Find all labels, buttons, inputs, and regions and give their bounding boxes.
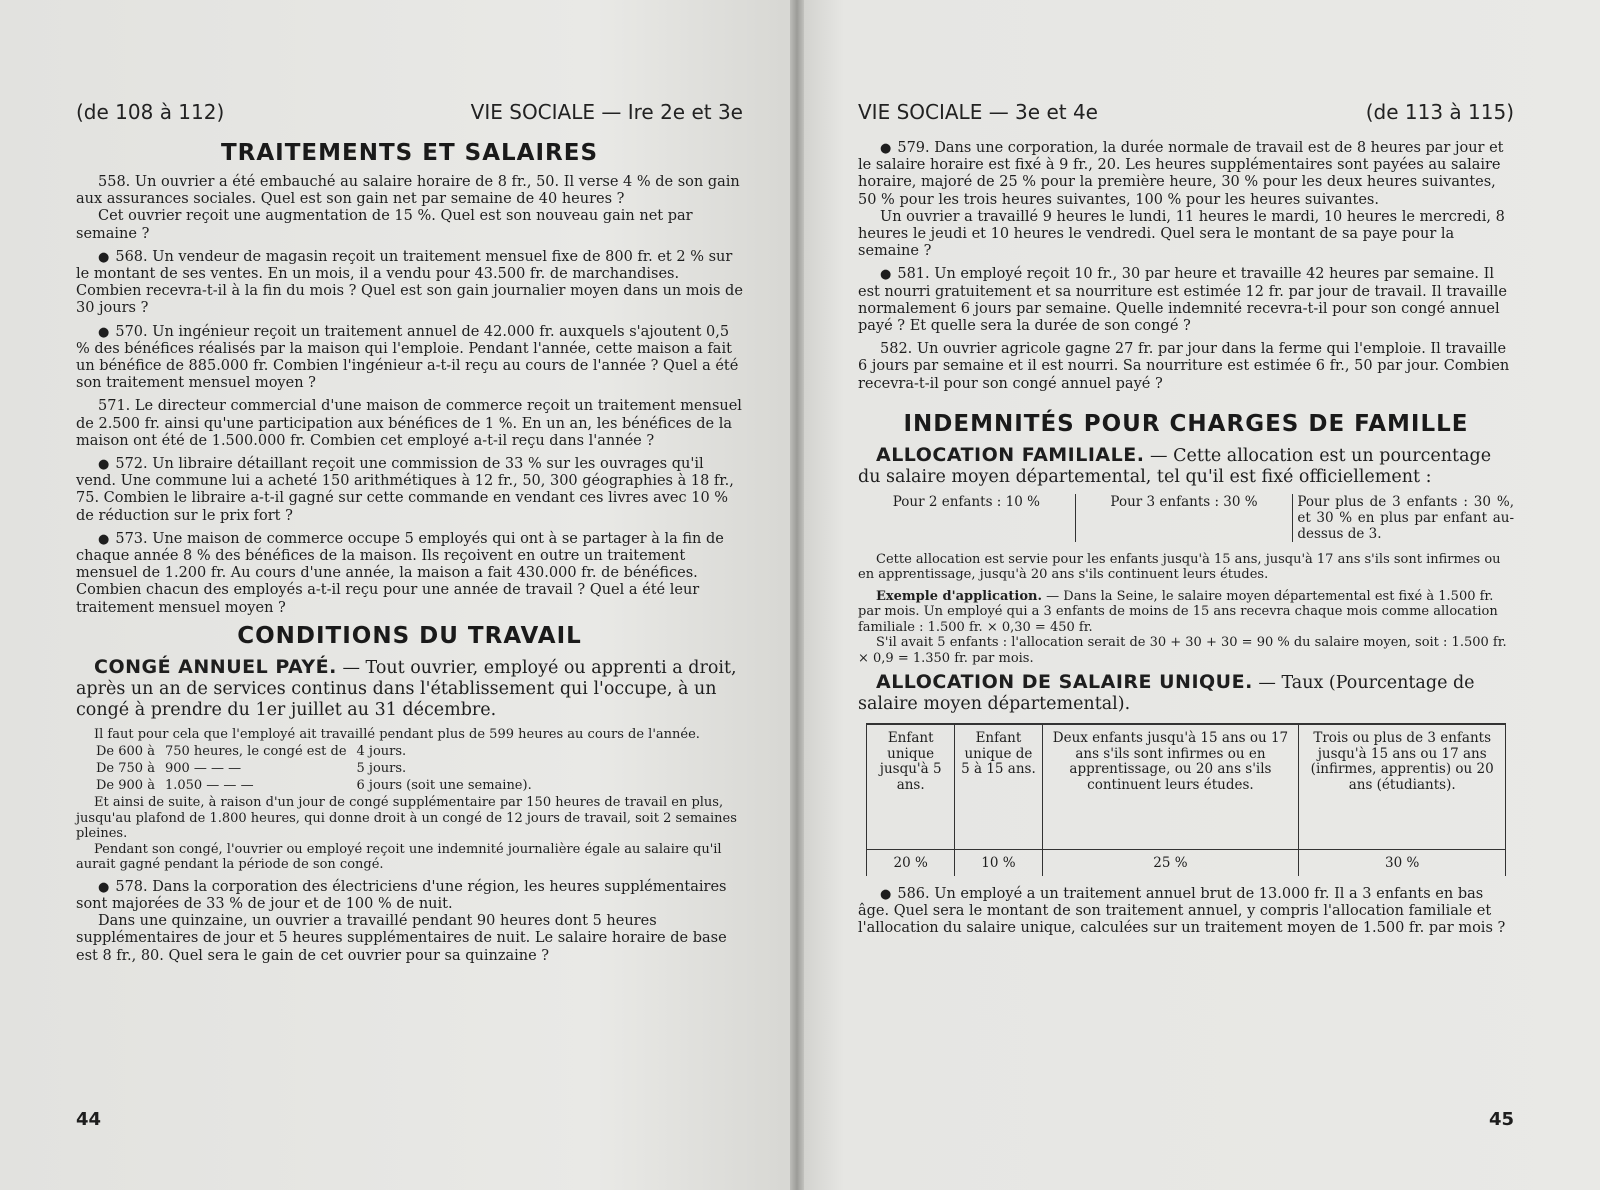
table-head-cell: Enfant unique de 5 à 15 ans. bbox=[955, 724, 1042, 850]
exercise-text: 558. Un ouvrier a été embauché au salaire horaire de 8 fr., 50. Il verse 4 % de son gain aux assurances sociales. Quel est son gain net par semaine de 40 heures ? bbox=[76, 174, 740, 208]
table-row bbox=[96, 761, 540, 776]
salaire-unique-text: — Taux (Pourcentage de salaire moyen départemental). bbox=[858, 673, 1475, 715]
exercise-579 bbox=[858, 140, 1514, 260]
left-page bbox=[0, 0, 796, 1190]
table-head-cell: Deux enfants jusqu'à 15 ans ou 17 ans s'ils sont infirmes ou en apprentissage, ou 20 ans s'ils continuent leurs études. bbox=[1042, 724, 1299, 850]
table-head-cell: Enfant unique jusqu'à 5 ans. bbox=[867, 724, 955, 850]
exercise-570 bbox=[76, 324, 743, 393]
cell: 900 — — — bbox=[164, 761, 242, 777]
cell: 5 jours. bbox=[356, 761, 407, 777]
table-value-cell: 25 % bbox=[1042, 850, 1299, 876]
table-row bbox=[867, 850, 1506, 876]
cell: 750 heures, le congé est de bbox=[164, 744, 347, 760]
exemple-label: Exemple d'application. bbox=[876, 588, 1042, 604]
page-number: 44 bbox=[76, 1109, 102, 1130]
small-text: Et ainsi de suite, à raison d'un jour de congé supplémentaire par 150 heures de travail en plus, jusqu'au plafond de 1.800 heures, qui donne droit à un congé de 12 jours de travail, soit 2 semaines pleines. bbox=[76, 795, 737, 842]
exercise-571 bbox=[76, 398, 743, 450]
small-text: Pendant son congé, l'ouvrier ou employé reçoit une indemnité journalière égale au salaire qu'il aurait gagné pendant la période de son congé. bbox=[76, 841, 722, 873]
exercise-578 bbox=[76, 879, 743, 965]
salaire-unique-paragraph bbox=[858, 672, 1514, 715]
exercise-text: 582. Un ouvrier agricole gagne 27 fr. par jour dans la ferme qui l'emploie. Il travaille 6 jours par semaine et il est nourri. Sa nourriture est estimée 6 fr., 50 par jour. Combien recevra-t-il pour son congé annuel payé ? bbox=[858, 341, 1510, 392]
table-head-cell: Trois ou plus de 3 enfants jusqu'à 15 ans ou 17 ans (infirmes, apprentis) ou 20 ans (étudiants). bbox=[1299, 724, 1506, 850]
allocation-rates bbox=[858, 494, 1514, 542]
exercise-558 bbox=[76, 174, 743, 243]
table-value-cell: 20 % bbox=[867, 850, 955, 876]
exercise-text: ● 573. Une maison de commerce occupe 5 employés qui ont à se partager à la fin de chaque année 8 % des bénéfices de la maison. Ils reçoivent en outre un traitement mensuel de 1.200 fr. Au cours d'une année, la maison a fait 430.000 fr. de bénéfices. Combien chacun des employés a-t-il reçu pour une année de travail ? Quel a été leur traitement mensuel moyen ? bbox=[76, 531, 743, 617]
exercise-text: ● 579. Dans une corporation, la durée normale de travail est de 8 heures par jour et le salaire horaire est fixé à 9 fr., 20. Les heures supplémentaires sont payées au salaire horaire, majoré de 25 % pour la première heure, 30 % pour les deux heures suivantes, 50 % pour les trois heures suivantes, 100 % pour les heures suivantes. bbox=[858, 140, 1514, 209]
table-value-cell: 10 % bbox=[955, 850, 1042, 876]
small-text: — Dans la Seine, le salaire moyen départemental est fixé à 1.500 fr. par mois. Un employé qui a 3 enfants de moins de 15 ans recevra chaque mois comme allocation familiale : 1.500 fr. × 0,30 = 450 fr. bbox=[858, 588, 1498, 635]
exercise-text: ● 586. Un employé a un traitement annuel brut de 13.000 fr. Il a 3 enfants en bas âge. Quel sera le montant de son traitement annuel, y compris l'allocation familiale et l'allocation du salaire unique, calculées sur un traitement moyen de 1.500 fr. par mois ? bbox=[858, 886, 1514, 938]
exercise-text: 571. Le directeur commercial d'une maison de commerce reçoit un traitement mensuel de 2.500 fr. ainsi qu'une participation aux bénéfices de 1 %. En un an, les bénéfices de la maison ont été de 1.500.000 fr. Combien cet employé a-t-il reçu dans l'année ? bbox=[76, 398, 742, 449]
section-title-traitements: TRAITEMENTS ET SALAIRES bbox=[220, 140, 599, 166]
conge-paragraph bbox=[76, 657, 743, 721]
allocation-text: — Cette allocation est un pourcentage du salaire moyen départemental, tel qu'il est fixé officiellement : bbox=[858, 445, 1492, 487]
cell: De 600 à bbox=[96, 744, 155, 760]
salaire-unique-table bbox=[866, 723, 1506, 876]
conge-text: — Tout ouvrier, employé ou apprenti a droit, après un an de services continus dans l'établissement qui l'occupe, à un congé à prendre du 1er juillet au 31 décembre. bbox=[76, 657, 737, 720]
right-page bbox=[796, 0, 1600, 1190]
cell: 4 jours. bbox=[356, 744, 407, 760]
conge-table bbox=[94, 742, 542, 795]
table-row bbox=[867, 724, 1506, 850]
cell: De 750 à bbox=[96, 761, 155, 777]
salaire-unique-title: ALLOCATION DE SALAIRE UNIQUE. bbox=[876, 671, 1253, 694]
rate-more-children: Pour plus de 3 enfants : 30 %, et 30 % en plus par enfant au-dessus de 3. bbox=[1292, 494, 1514, 542]
small-text: Cette allocation est servie pour les enfants jusqu'à 15 ans, jusqu'à 17 ans s'ils sont infirmes ou en apprentissage, jusqu'à 20 ans s'ils continuent leurs études. bbox=[858, 551, 1501, 583]
table-row bbox=[96, 744, 540, 759]
small-text: S'il avait 5 enfants : l'allocation serait de 30 + 30 + 30 = 90 % du salaire moyen, soit : 1.500 fr. × 0,9 = 1.350 fr. par mois. bbox=[858, 635, 1507, 666]
exercise-text: ● 572. Un libraire détaillant reçoit une commission de 33 % sur les ouvrages qu'il vend. Une commune lui a acheté 150 arithmétiques à 12 fr., 50, 300 géographies à 18 fr., 75. Combien le libraire a-t-il gagné sur cette commande en vendant ces livres avec 10 % de réduction sur le prix fort ? bbox=[76, 456, 743, 525]
conge-details bbox=[76, 727, 743, 873]
table-row bbox=[96, 778, 540, 793]
small-text: Il faut pour cela que l'employé ait travaillé pendant plus de 599 heures au cours de l'année. bbox=[94, 726, 700, 742]
header-range: (de 113 à 115) bbox=[1365, 100, 1514, 124]
cell: De 900 à bbox=[96, 778, 155, 794]
exercise-573 bbox=[76, 531, 743, 617]
exercise-text: ● 578. Dans la corporation des électriciens d'une région, les heures supplémentaires sont majorées de 33 % de jour et de 100 % de nuit. bbox=[76, 879, 743, 913]
exercise-581 bbox=[858, 266, 1514, 335]
exercise-568 bbox=[76, 249, 743, 318]
exercise-text: ● 570. Un ingénieur reçoit un traitement annuel de 42.000 fr. auxquels s'ajoutent 0,5 % des bénéfices réalisés par la maison qui l'emploie. Pendant l'année, cette maison a fait un bénéfice de 885.000 fr. Combien l'ingénieur a-t-il reçu au cours de l'année ? Quel a été son traitement mensuel moyen ? bbox=[76, 324, 743, 393]
exercise-text: Un ouvrier a travaillé 9 heures le lundi, 11 heures le mardi, 10 heures le mercredi, 8 heures le jeudi et 10 heures le vendredi. Quel sera le montant de sa paye pour la semaine ? bbox=[858, 208, 1505, 260]
page-number: 45 bbox=[1488, 1109, 1514, 1130]
exercise-text: ● 581. Un employé reçoit 10 fr., 30 par heure et travaille 42 heures par semaine. Il est nourri gratuitement et sa nourriture est estimée 12 fr. par jour de travail. Il travaille normalement 6 jours par semaine. Quelle indemnité recevra-t-il pour son congé annuel payé ? Et quelle sera la durée de son congé ? bbox=[858, 266, 1514, 335]
header-section: VIE SOCIALE — Ire 2e et 3e bbox=[470, 100, 743, 124]
header-range: (de 108 à 112) bbox=[76, 100, 225, 124]
exercise-text: ● 568. Un vendeur de magasin reçoit un traitement mensuel fixe de 800 fr. et 2 % sur le montant de ses ventes. En un mois, il a vendu pour 43.500 fr. de marchandises. Combien recevra-t-il à la fin du mois ? Quel est son gain journalier moyen dans un mois de 30 jours ? bbox=[76, 249, 743, 318]
conge-title: CONGÉ ANNUEL PAYÉ. bbox=[94, 655, 337, 678]
cell: 6 jours (soit une semaine). bbox=[356, 778, 532, 794]
rate-two-children: Pour 2 enfants : 10 % bbox=[892, 493, 1040, 510]
exercise-text: Cet ouvrier reçoit une augmentation de 15 %. Quel est son nouveau gain net par semaine ? bbox=[76, 208, 693, 242]
book-gutter bbox=[790, 0, 804, 1190]
header-section: VIE SOCIALE — 3e et 4e bbox=[858, 100, 1098, 124]
exercise-text: Dans une quinzaine, un ouvrier a travaillé pendant 90 heures dont 5 heures supplémentaires de jour et 5 heures supplémentaires de nuit. Le salaire horaire de base est 8 fr., 80. Quel sera le gain de cet ouvrier pour sa quinzaine ? bbox=[76, 913, 727, 964]
rate-three-children: Pour 3 enfants : 30 % bbox=[1075, 494, 1293, 542]
allocation-details bbox=[858, 552, 1514, 667]
cell: 1.050 — — — bbox=[164, 778, 254, 794]
table-value-cell: 30 % bbox=[1299, 850, 1506, 876]
running-header bbox=[76, 100, 743, 124]
allocation-title: ALLOCATION FAMILIALE. bbox=[876, 443, 1145, 466]
allocation-paragraph bbox=[858, 445, 1514, 488]
section-title-conditions: CONDITIONS DU TRAVAIL bbox=[237, 622, 582, 649]
section-title-indemnites: INDEMNITÉS POUR CHARGES DE FAMILLE bbox=[903, 410, 1469, 437]
exercise-572 bbox=[76, 456, 743, 525]
exercise-582 bbox=[858, 341, 1514, 393]
running-header bbox=[858, 100, 1514, 124]
exercise-586 bbox=[858, 886, 1514, 938]
